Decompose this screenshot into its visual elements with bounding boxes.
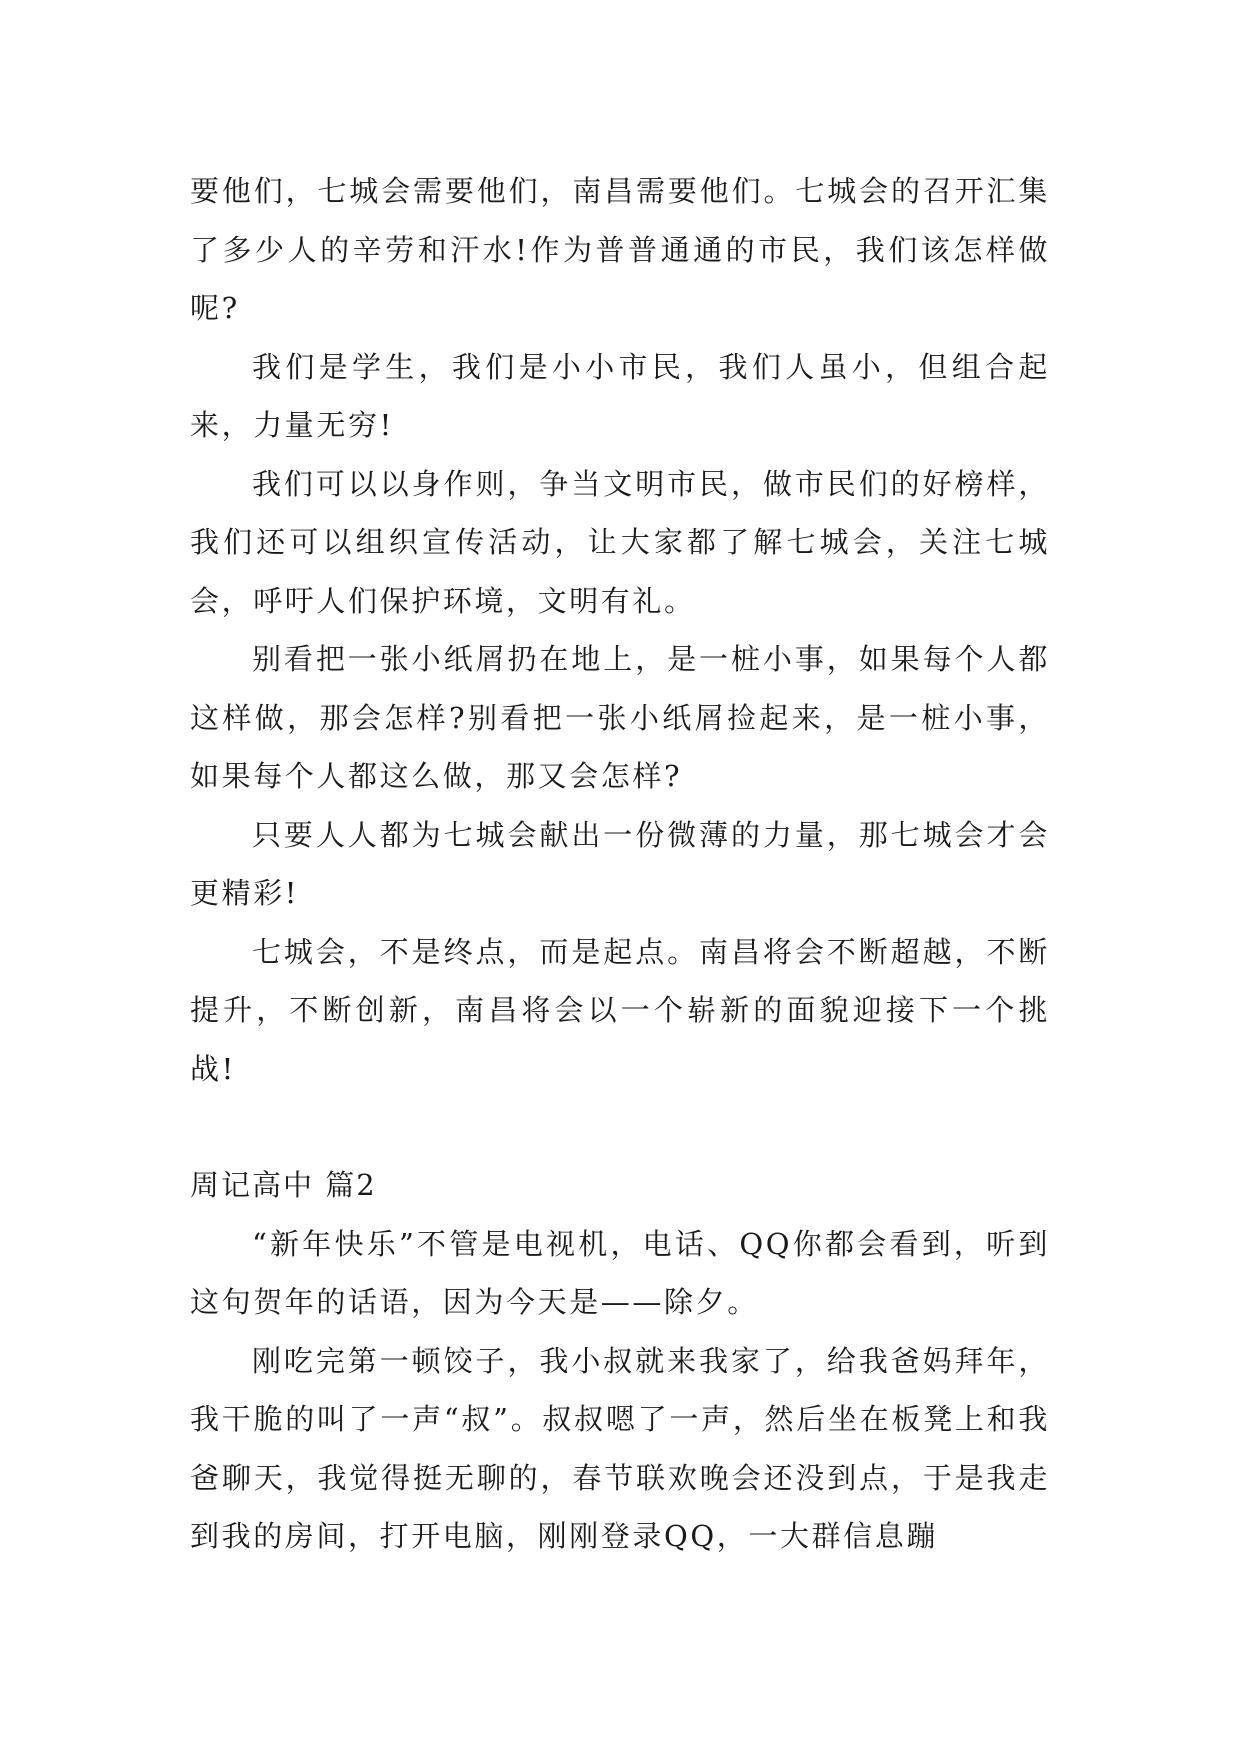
paragraph: 只要人人都为七城会献出一份微薄的力量，那七城会才会更精彩!: [190, 817, 1050, 910]
section-heading: 周记高中 篇2: [190, 1168, 377, 1202]
paragraph: 我们可以以身作则，争当文明市民，做市民们的好榜样，我们还可以组织宣传活动，让大家都了解七城会，关注七城会，呼吁人们保护环境，文明有礼。: [190, 466, 1050, 618]
paragraph: 刚吃完第一顿饺子，我小叔就来我家了，给我爸妈拜年，我干脆的叫了一声“叔”。叔叔嗯了一声，然后坐在板凳上和我爸聊天，我觉得挺无聊的，春节联欢晚会还没到点，于是我走到我的房间，打开电脑，刚刚登录QQ，一大群信息蹦: [190, 1343, 1050, 1553]
paragraph: 我们是学生，我们是小小市民，我们人虽小，但组合起来，力量无穷!: [190, 349, 1050, 442]
document-body: [190, 162, 1050, 1566]
paragraph: 别看把一张小纸屑扔在地上，是一桩小事，如果每个人都这样做，那会怎样?别看把一张小纸屑捡起来，是一桩小事，如果每个人都这么做，那又会怎样?: [190, 642, 1050, 793]
paragraph-continued: 要他们，七城会需要他们，南昌需要他们。七城会的召开汇集了多少人的辛劳和汗水!作为普普通通的市民，我们该怎样做呢?: [190, 174, 1050, 325]
paragraph: 七城会，不是终点，而是起点。南昌将会不断超越，不断提升，不断创新，南昌将会以一个崭新的面貌迎接下一个挑战!: [190, 934, 1050, 1086]
paragraph: “新年快乐”不管是电视机，电话、QQ你都会看到，听到这句贺年的话语，因为今天是——除夕。: [190, 1226, 1050, 1319]
